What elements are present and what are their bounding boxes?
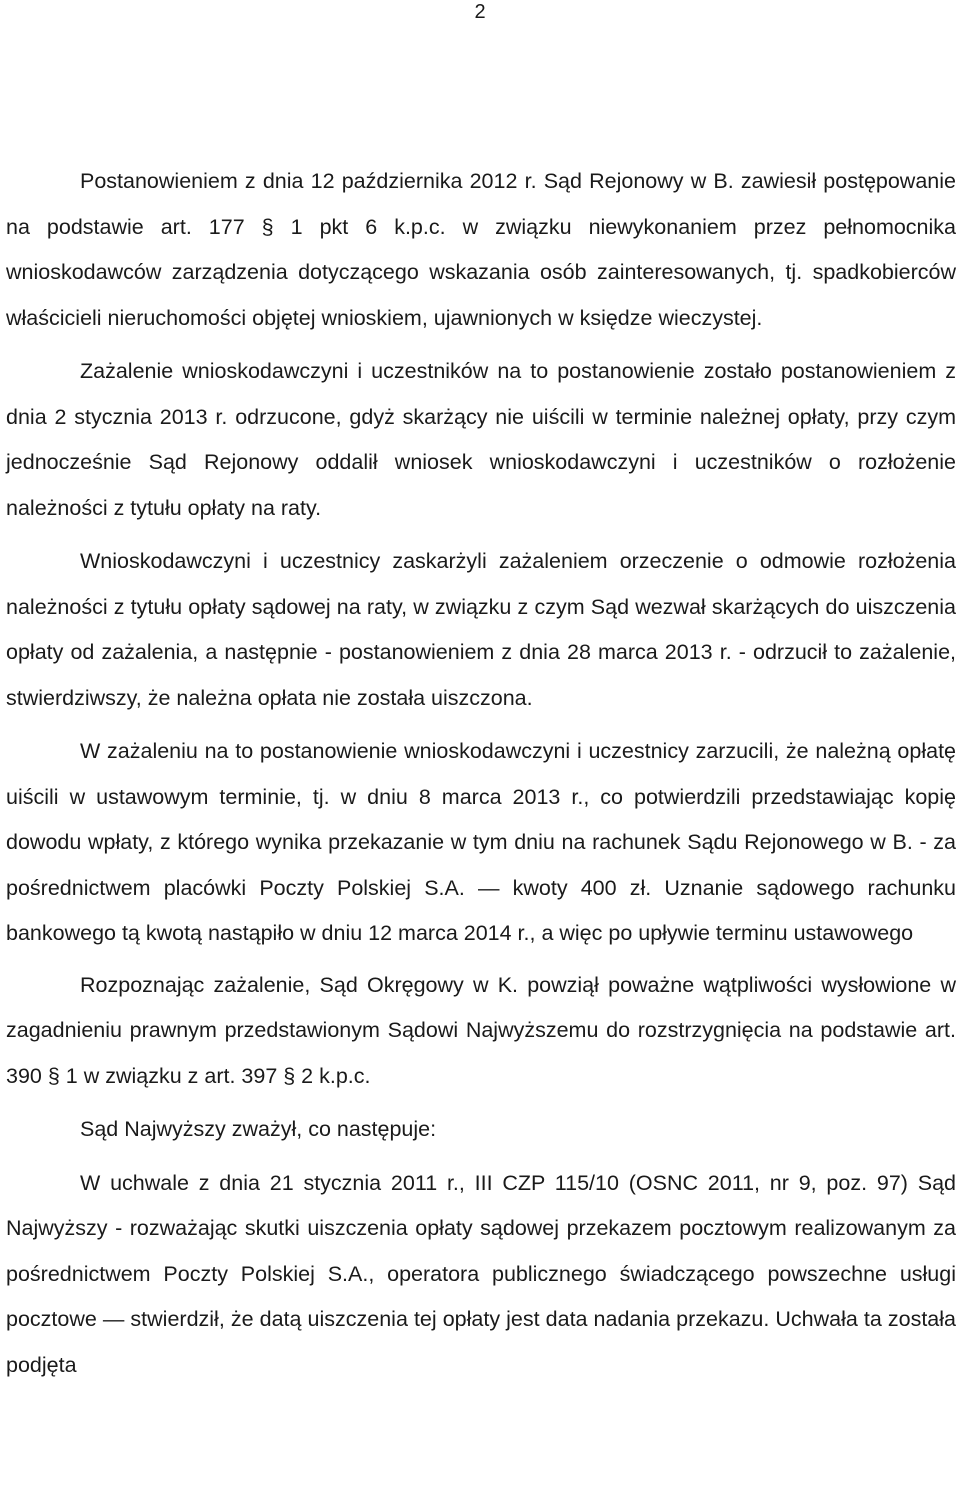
paragraph-court-considered: Sąd Najwyższy zważył, co następuje:: [80, 1117, 437, 1141]
page-number: 2: [474, 1, 486, 23]
paragraph-installments-appeal: Wnioskodawczyni i uczestnicy zaskarżyli zażaleniem orzeczenie o odmowie rozłożenia należności z tytułu opłaty sądowej na raty, w związku z czym Sąd wezwał skarżących do uiszczenia opłaty od zażalenia, a następnie - postanowieniem z dnia 28 marca 2013 r. - odrzucił to zażalenie, stwierdziwszy, że należna opłata nie została uiszczona.: [6, 549, 956, 710]
paragraph-complaint-rejected: Zażalenie wnioskodawczyni i uczestników na to postanowienie zostało postanowieniem z dnia 2 stycznia 2013 r. odrzucone, gdyż skarżący nie uiścili w terminie należnej opłaty, przy czym jednocześnie Sąd Rejonowy oddalił wniosek wnioskodawczyni i uczestników o rozłożenie należności z tytułu opłaty na raty.: [6, 359, 956, 520]
paragraph-resolution-2011: W uchwale z dnia 21 stycznia 2011 r., III CZP 115/10 (OSNC 2011, nr 9, poz. 97) Sąd Najwyższy - rozważając skutki uiszczenia opłaty sądowej przekazem pocztowym realizowanym za pośrednictwem Poczty Polskiej S.A., operatora publicznego świadczącego powszechne usługi pocztowe — stwierdził, że datą uiszczenia tej opłaty jest data nadania przekazu. Uchwała ta została podjęta: [6, 1170, 956, 1377]
paragraph-suspension: Postanowieniem z dnia 12 października 2012 r. Sąd Rejonowy w B. zawiesił postępowanie na podstawie art. 177 § 1 pkt 6 k.p.c. w związku niewykonaniem przez pełnomocnika wnioskodawców zarządzenia dotyczącego wskazania osób zainteresowanych, tj. spadkobierców właścicieli nieruchomości objętej wnioskiem, ujawnionych w księdze wieczystej.: [6, 169, 956, 330]
paragraph-legal-question: Rozpoznając zażalenie, Sąd Okręgowy w K. powziął poważne wątpliwości wysłowione w zagadnieniu prawnym przedstawionym Sądowi Najwyższemu do rozstrzygnięcia na podstawie art. 390 § 1 w związku z art. 397 § 2 k.p.c.: [6, 972, 956, 1088]
document-body: [6, 159, 956, 1388]
paragraph-fee-paid-claim: W zażaleniu na to postanowienie wnioskodawczyni i uczestnicy zarzucili, że należną opłatę uiścili w ustawowym terminie, tj. w dniu 8 marca 2013 r., co potwierdzili przedstawiając kopię dowodu wpłaty, z którego wynika przekazanie w tym dniu na rachunek Sądu Rejonowego w B. - za pośrednictwem placówki Poczty Polskiej S.A. — kwoty 400 zł. Uznanie sądowego rachunku bankowego tą kwotą nastąpiło w dniu 12 marca 2014 r., a więc po upływie terminu ustawowego: [6, 739, 956, 945]
